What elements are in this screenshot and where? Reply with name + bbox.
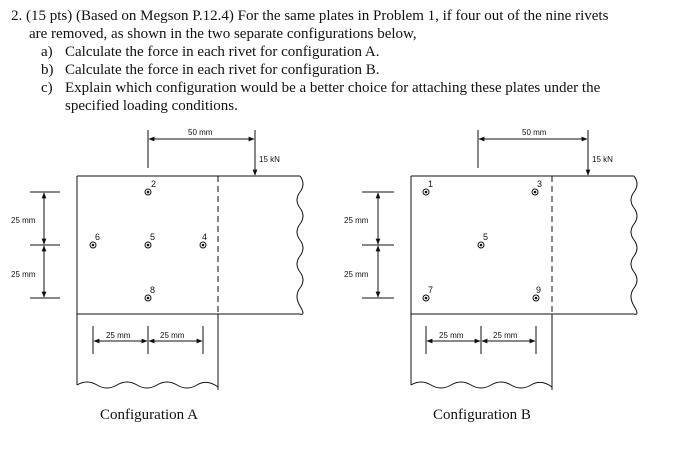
question-c-tag: c) [41, 80, 53, 96]
question-b-tag: b) [41, 62, 54, 78]
figure-a-rivet-2-label: 2 [151, 179, 157, 189]
figure-a-dim-h1-label: 25 mm [106, 331, 131, 340]
figure-a-rivet-4 [200, 242, 206, 248]
figure-a-rivet-2 [145, 189, 151, 195]
figure-b-rivet-5 [478, 242, 484, 248]
question-a-tag: a) [41, 44, 53, 60]
figure-a-rivet-5 [145, 242, 151, 248]
figure-a-rivet-6-label: 6 [95, 232, 101, 242]
figure-b-dim-v2-label: 25 mm [344, 270, 369, 279]
figure-a-vertical-dimensions [30, 192, 60, 298]
figure-b-rivet-9-label: 9 [536, 285, 542, 295]
figure-b-load-label: 15 kN [592, 155, 613, 164]
figure-a-rivet-8-label: 8 [150, 285, 156, 295]
figure-b-dim-v1-label: 25 mm [344, 216, 369, 225]
figure-a-rivet-5-label: 5 [150, 232, 156, 242]
figure-b-rivet-1 [423, 189, 429, 195]
figure-b-rivet-3 [532, 189, 538, 195]
figure-b-vertical-dimensions [362, 192, 394, 298]
figure-b-rivet-7-label: 7 [428, 285, 434, 295]
figure-b-upper-plate [411, 176, 637, 314]
question-b-text: Calculate the force in each rivet for configuration B. [65, 62, 380, 78]
figure-b-rivet-3-label: 3 [537, 179, 543, 189]
question-a-text: Calculate the force in each rivet for configuration A. [65, 44, 380, 60]
question-c-text: Explain which configuration would be a better choice for attaching these plates under the [65, 80, 601, 96]
problem-header-continued: are removed, as shown in the two separate configurations below, [29, 26, 417, 42]
figure-a [11, 128, 303, 390]
figure-b-rivet-7 [423, 295, 429, 301]
figure-a-dim-h2-label: 25 mm [160, 331, 185, 340]
figure-b-dim-h2-label: 25 mm [493, 331, 518, 340]
figure-b-dim-h1-label: 25 mm [439, 331, 464, 340]
figure-a-dim-v2-label: 25 mm [11, 270, 36, 279]
figure-a-rivet-4-label: 4 [202, 232, 208, 242]
figure-b-rivet-1-label: 1 [428, 179, 434, 189]
figure-a-dim-top-label: 50 mm [188, 128, 213, 137]
figure-a-dim-v1-label: 25 mm [11, 216, 36, 225]
figure-b-caption: Configuration B [433, 407, 531, 423]
figure-b [344, 128, 637, 390]
figure-b-lower-plate [411, 176, 552, 390]
problem-header: 2. (15 pts) (Based on Megson P.12.4) For the same plates in Problem 1, if four out of the nine rivets [11, 8, 609, 24]
figure-a-rivet-8 [145, 295, 151, 301]
figure-a-lower-plate [77, 176, 218, 390]
figure-b-rivet-9 [533, 295, 539, 301]
figure-b-rivet-5-label: 5 [483, 232, 489, 242]
figure-a-caption: Configuration A [100, 407, 198, 423]
figure-a-load-label: 15 kN [259, 155, 280, 164]
figure-a-upper-plate [77, 176, 303, 314]
figure-b-dim-top-label: 50 mm [522, 128, 547, 137]
question-c-continued: specified loading conditions. [65, 98, 238, 114]
figure-a-rivet-6 [90, 242, 96, 248]
